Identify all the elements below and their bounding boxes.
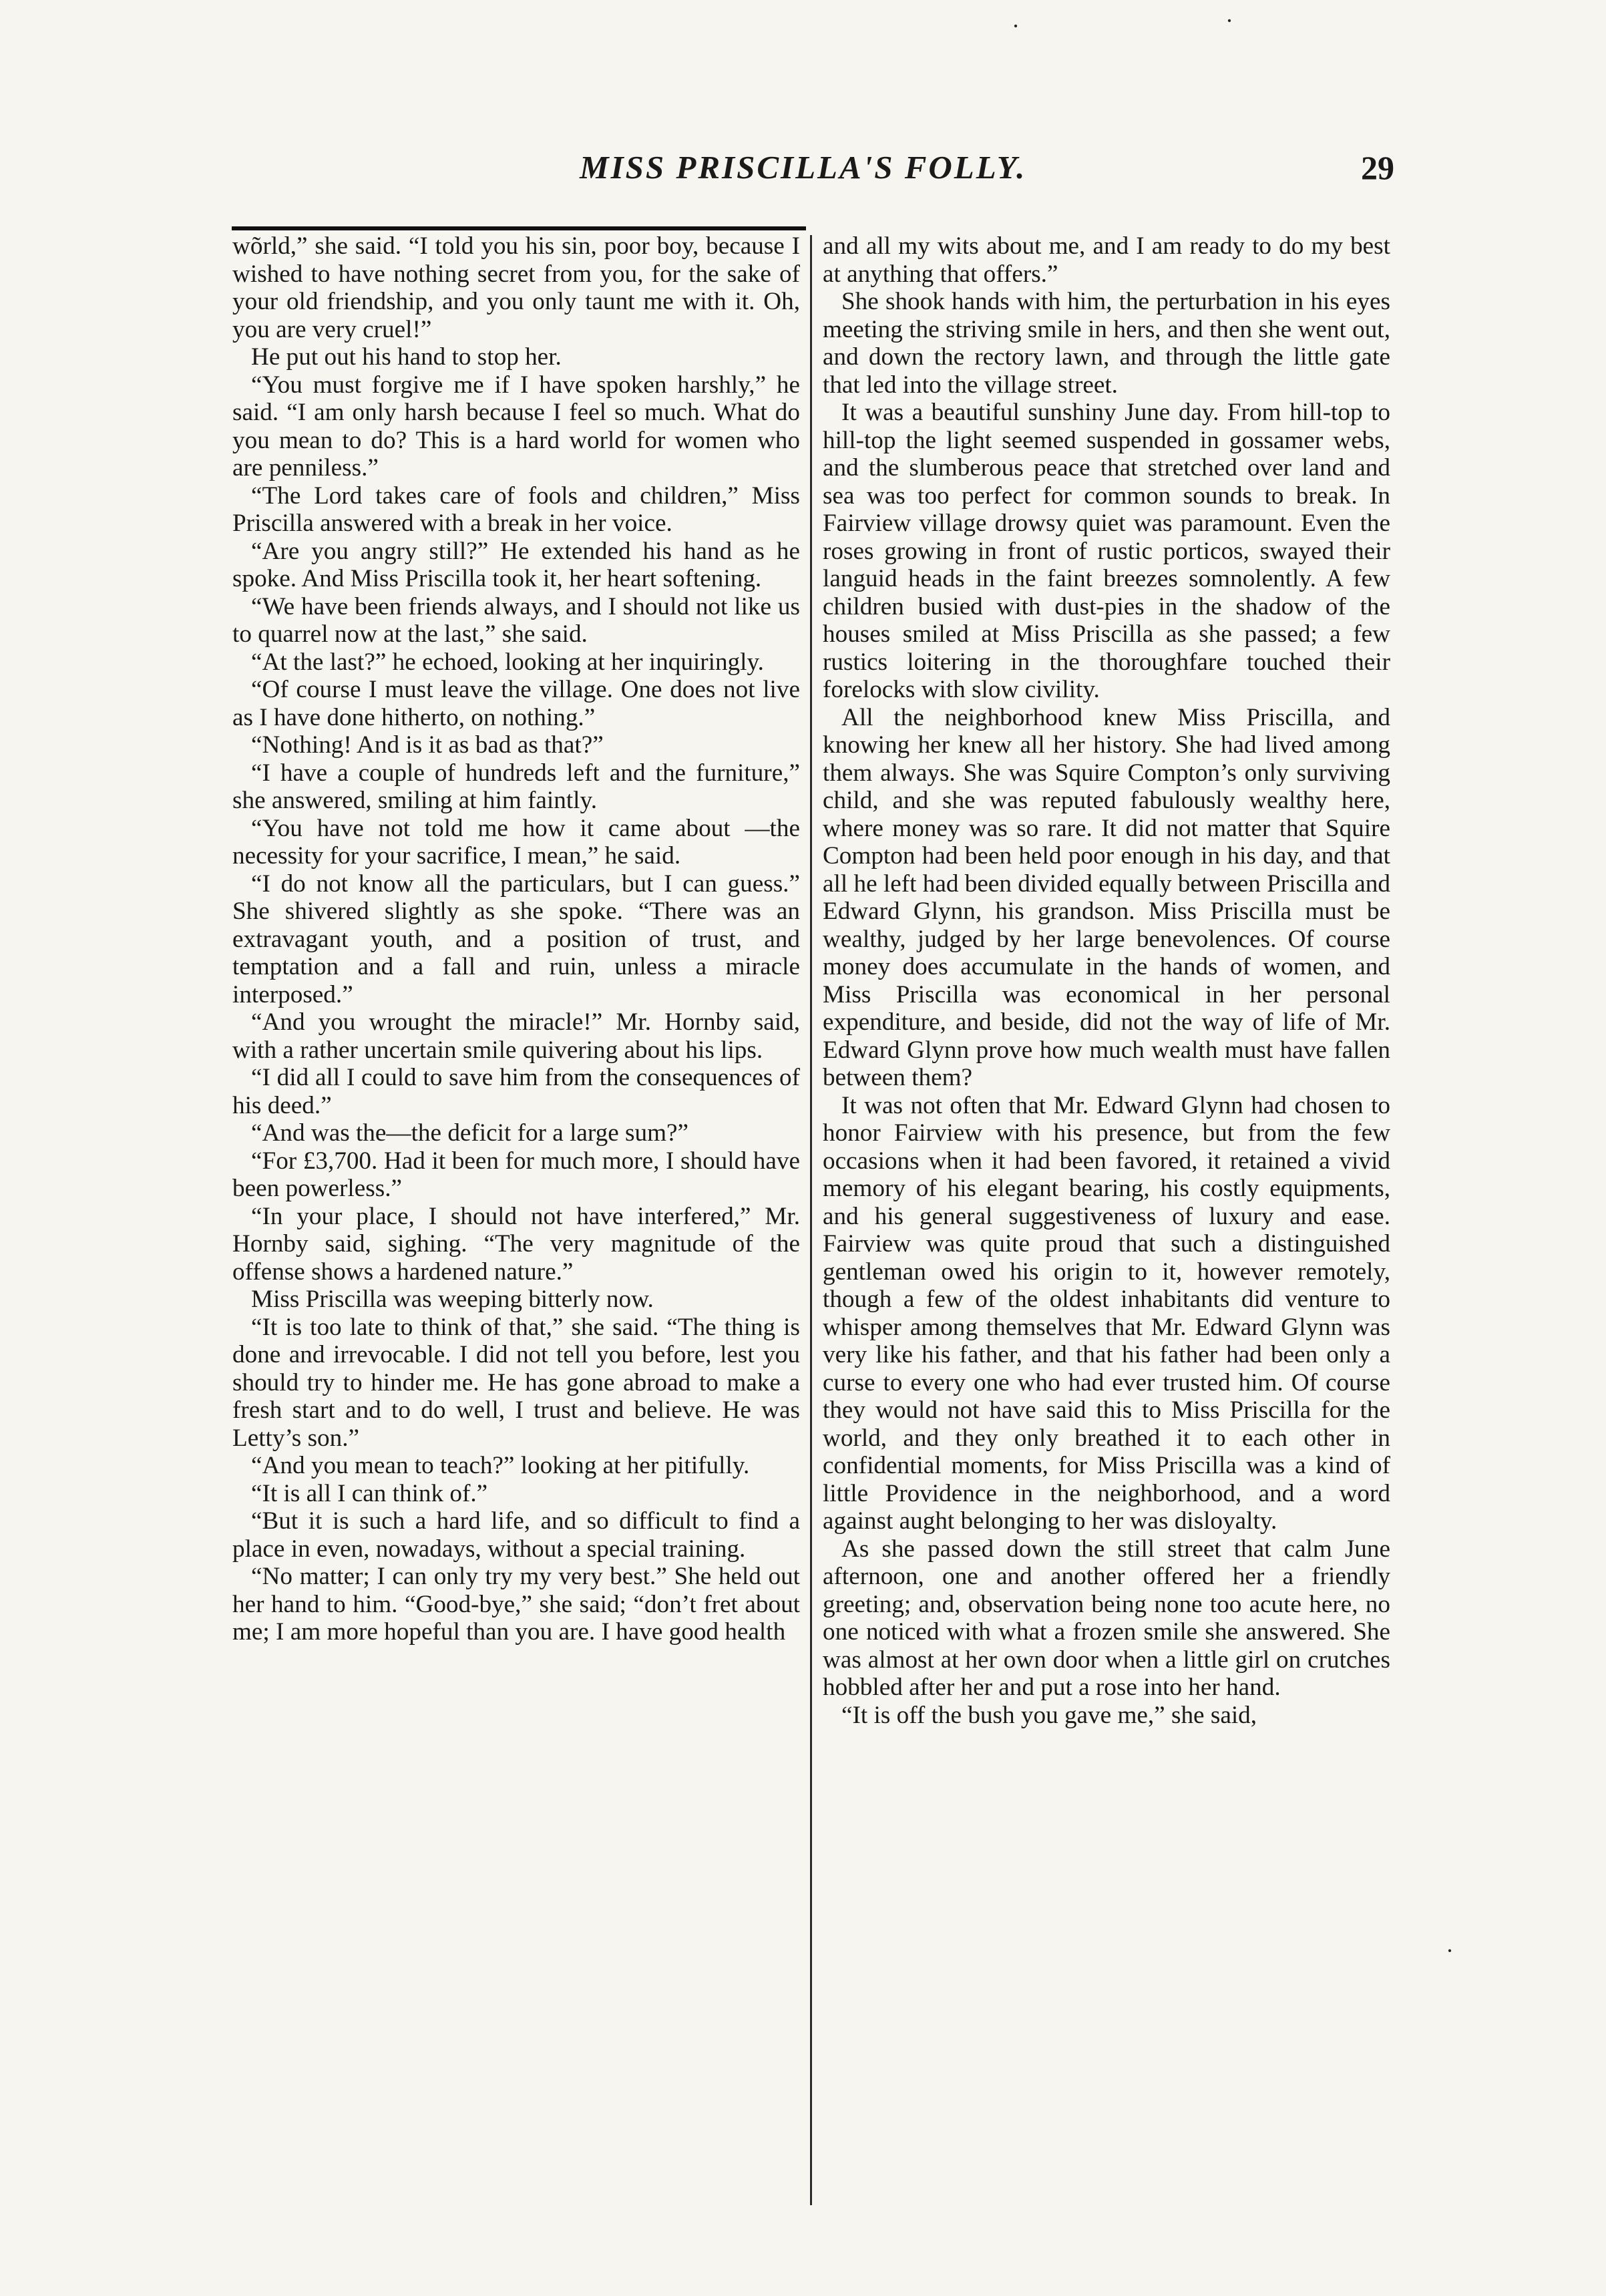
left-column [232, 232, 800, 1646]
page-number: 29 [1361, 149, 1394, 186]
paragraph: “We have been friends always, and I should not like us to quarrel now at the last,” she said. [232, 592, 800, 648]
paragraph: “But it is such a hard life, and so difficult to find a place in even, nowadays, without a special training. [232, 1507, 800, 1563]
paragraph: “It is too late to think of that,” she said. “The thing is done and irrevocable. I did not tell you before, lest you should try to hinder me. He has gone abroad to make a fresh start and to do well, I trust and believe. He was Letty’s son.” [232, 1313, 800, 1452]
paragraph: As she passed down the still street that calm June afternoon, one and another offered her a friendly greeting; and, observation being none too acute here, no one noticed with what a frozen smile she answered. She was almost at her own door when a little girl on crutches hobbled after her and put a rose into her hand. [823, 1535, 1390, 1701]
paragraph: “I do not know all the particulars, but I can guess.” She shivered slightly as she spoke. “There was an extravagant youth, and a position of trust, and temptation and a fall and ruin, unless a miracle interposed.” [232, 870, 800, 1008]
paragraph: “You must forgive me if I have spoken harshly,” he said. “I am only harsh because I feel so much. What do you mean to do? This is a hard world for women who are penniless.” [232, 371, 800, 482]
paragraph: “In your place, I should not have interfered,” Mr. Hornby said, sighing. “The very magnitude of the offense shows a hardened nature.” [232, 1202, 800, 1286]
paragraph: It was not often that Mr. Edward Glynn had chosen to honor Fairview with his presence, but from the few occasions when it had been favored, it retained a vivid memory of his elegant bearing, his costly equipments, and his general suggestiveness of luxury and ease. Fairview was quite proud that such a distinguished gentleman owed his origin to it, however remotely, though a few of the oldest inhabitants did venture to whisper among themselves that Mr. Edward Glynn was very like his father, and that his father had been only a curse to every one who had ever trusted him. Of course they would not have said this to Miss Priscilla for the world, and they only breathed it to each other in confidential moments, for Miss Priscilla was a kind of little Providence in the neighborhood, and a word against aught belonging to her was disloyalty. [823, 1091, 1390, 1535]
paragraph: “I did all I could to save him from the consequences of his deed.” [232, 1064, 800, 1119]
column-divider [810, 235, 812, 2205]
paragraph: “And you mean to teach?” looking at her pitifully. [251, 1452, 750, 1479]
print-speck: · [1446, 1937, 1454, 1964]
paragraph: “Nothing! And is it as bad as that?” [251, 731, 604, 759]
paragraph: “Of course I must leave the village. One does not live as I have done hitherto, on nothing.” [232, 676, 800, 731]
paragraph: “The Lord takes care of fools and children,” Miss Priscilla answered with a break in her voice. [232, 482, 800, 537]
paragraph: Miss Priscilla was weeping bitterly now. [251, 1286, 654, 1313]
paragraph: “And you wrought the miracle!” Mr. Hornby said, with a rather uncertain smile quivering about his lips. [232, 1008, 800, 1064]
running-head [0, 148, 1606, 195]
paragraph: “You have not told me how it came about —the necessity for your sacrifice, I mean,” he said. [232, 814, 800, 870]
running-title: MISS PRISCILLA'S FOLLY. [580, 149, 1027, 186]
paragraph: “At the last?” he echoed, looking at her inquiringly. [251, 648, 764, 676]
top-rule [232, 226, 806, 230]
paragraph: wõrld,” she said. “I told you his sin, poor boy, because I wished to have nothing secret from you, for the sake of your old friendship, and you only taunt me with it. Oh, you are very cruel!” [232, 232, 800, 343]
paragraph: “And was the—the deficit for a large sum?” [251, 1119, 689, 1147]
paragraph: All the neighborhood knew Miss Priscilla, and knowing her knew all her history. She had lived among them always. She was Squire Compton’s only surviving child, and she was reputed fabulously wealthy here, where money was so rare. It did not matter that Squire Compton had been held poor enough in his day, and that all he left had been divided equally between Priscilla and Edward Glynn, his grandson. Miss Priscilla must be wealthy, judged by her large benevolences. Of course money does accumulate in the hands of women, and Miss Priscilla was economical in her personal expenditure, and beside, did not the way of life of Mr. Edward Glynn prove how much wealth must have fallen between them? [823, 703, 1390, 1091]
paragraph: and all my wits about me, and I am ready to do my best at anything that offers.” [823, 232, 1390, 288]
right-column [823, 232, 1390, 1729]
paragraph: “For £3,700. Had it been for much more, I should have been powerless.” [232, 1147, 800, 1202]
paragraph: “I have a couple of hundreds left and the furniture,” she answered, smiling at him faintly. [232, 759, 800, 814]
paragraph: She shook hands with him, the perturbation in his eyes meeting the striving smile in hers, and then she went out, and down the rectory lawn, and through the little gate that led into the village street. [823, 288, 1390, 399]
paragraph: He put out his hand to stop her. [251, 343, 562, 371]
print-speck: · [1225, 7, 1233, 34]
print-speck: · [1012, 13, 1020, 39]
paragraph: It was a beautiful sunshiny June day. From hill-top to hill-top the light seemed suspended in gossamer webs, and the slumberous peace that stretched over land and sea was too perfect for common sounds to break. In Fairview village drowsy quiet was paramount. Even the roses growing in front of rustic porticos, swayed their languid heads in the faint breezes somnolently. A few children busied with dust-pies in the shadow of the houses smiled at Miss Priscilla as she passed; a few rustics loitering in the thoroughfare touched their forelocks with slow civility. [823, 399, 1390, 703]
paragraph: “No matter; I can only try my very best.” She held out her hand to him. “Good-bye,” she said; “don’t fret about me; I am more hopeful than you are. I have good health [232, 1563, 800, 1646]
paragraph: “It is off the bush you gave me,” she said, [841, 1701, 1257, 1729]
paragraph: “It is all I can think of.” [251, 1479, 488, 1507]
paragraph: “Are you angry still?” He extended his hand as he spoke. And Miss Priscilla took it, her heart softening. [232, 537, 800, 592]
